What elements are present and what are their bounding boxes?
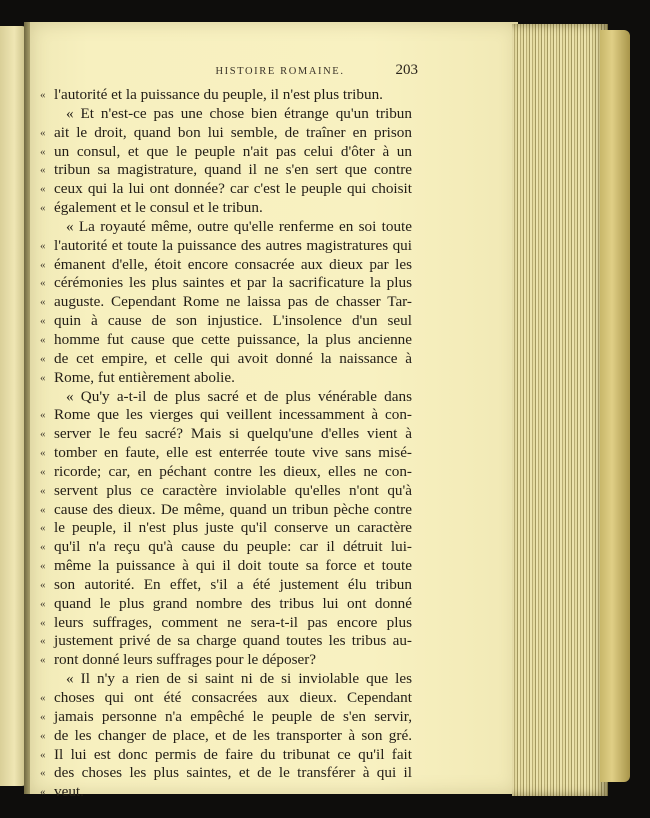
quote-mark: « [40,616,46,629]
text-line [40,143,412,162]
text-line [40,388,412,407]
quote-mark: « [40,202,46,215]
quote-mark: « [40,164,46,177]
quote-mark: « [40,786,46,799]
line-text: choses qui ont été consacrées aux dieux. Cependant [54,689,412,706]
quote-mark: « [40,578,46,591]
quote-mark: « [40,409,46,422]
text-line [40,312,412,331]
text-line [40,482,412,501]
text-line [40,124,412,143]
line-text: tribun sa magistrature, quand il ne s'en sert que contre [54,161,412,179]
text-line [40,689,412,708]
line-text: émanent d'elle, étoit encore consacrée aux dieux par les [54,255,412,273]
line-text: tomber en faute, elle est enterrée toute vive sans misé- [54,444,412,462]
text-line [40,105,412,124]
text-line [40,538,412,557]
line-text: « Il n'y a rien de si saint ni de si inviolable que les [66,670,412,688]
text-line [40,350,412,369]
quote-mark: « [40,428,46,441]
quote-mark: « [40,654,46,667]
text-line [40,199,412,218]
line-text: l'autorité et toute la puissance des autres magistratures qui [54,236,412,254]
page-edges [512,24,608,796]
line-text: cérémonies les plus saintes et par la sacrificature la plus [54,274,412,292]
quote-mark: « [40,503,46,516]
line-text: l'autorité et la puissance du peuple, il n'est plus tribun. [54,86,383,103]
text-line [40,519,412,538]
quote-mark: « [40,465,46,478]
quote-mark: « [40,352,46,365]
text-line [40,161,412,180]
quote-mark: « [40,277,46,290]
line-text: qu'il n'a reçu qu'à cause du peuple: car il détruit lui- [54,538,412,556]
line-text: son autorité. En effet, s'il a été justement élu tribun [54,575,412,593]
quote-mark: « [40,692,46,704]
line-text: même la puissance à qui il doit toute sa force et toute [54,557,412,575]
line-text: ricorde; car, en péchant contre les dieux, elles ne con- [54,462,412,480]
quote-mark: « [40,710,46,723]
line-text: de les changer de place, et de les transporter à son gré. [54,726,412,744]
text-line [40,406,412,425]
line-text: Rome, fut entièrement abolie. [54,368,235,386]
line-text: server le feu sacré? Mais si quelqu'une d'elles vient à [54,425,412,443]
quote-mark: « [40,484,46,497]
quote-mark: « [40,767,46,780]
quote-mark: « [40,89,46,101]
running-head: HISTOIRE ROMAINE. [215,66,345,77]
text-line [40,501,412,520]
line-text: le peuple, il n'est plus juste qu'il conserve un caractère [54,519,412,537]
line-text: quand le plus grand nombre des tribus lui ont donné [54,594,412,612]
left-page-edge [0,26,26,786]
text-line [40,444,412,463]
page-number: 203 [395,62,418,78]
text-line [40,727,412,746]
quote-mark: « [40,597,46,610]
quote-mark: « [40,447,46,460]
quote-mark: « [40,183,46,196]
text-line [40,256,412,275]
quote-mark: « [40,729,46,742]
line-text: « Qu'y a-t-il de plus sacré et de plus vénérable dans [66,387,412,405]
line-text: homme fut cause que cette puissance, la plus ancienne [54,330,412,348]
line-text: quin à cause de son injustice. L'insolence d'un seul [54,312,412,330]
line-text: cause des dieux. De même, quand un tribun pèche contre [54,500,412,518]
line-text: ront donné leurs suffrages pour le déposer? [54,651,317,669]
line-text: de cet empire, et celle qui avoit donné la naissance à [54,349,412,367]
text-line [40,274,412,293]
line-text: des choses les plus saintes, et de le transférer à qui il [54,764,412,782]
quote-mark: « [40,296,46,309]
text-line [40,614,412,633]
text-line [40,331,412,350]
line-text: justement privé de sa charge quand toutes les tribus au- [54,632,412,650]
quote-mark: « [40,635,46,648]
line-text: « La royauté même, outre qu'elle renferme en soi toute [66,217,412,235]
quote-mark: « [40,541,46,554]
line-text: leurs suffrages, comment ne sera-t-il pas encore plus [54,613,412,631]
line-text: jamais personne n'a empêché le peuple de s'en servir, [54,707,412,725]
line-text: ceux qui la lui ont donnée? car c'est le peuple qui choisit [54,180,412,198]
text-line [40,746,412,765]
text-line [40,180,412,199]
text-line [40,576,412,595]
line-text: auguste. Cependant Rome ne laissa pas de chasser Tar- [54,293,412,311]
quote-mark: « [40,522,46,535]
text-line [40,764,412,783]
quote-mark: « [40,126,46,139]
text-line [40,670,412,689]
text-line [40,557,412,576]
quote-mark: « [40,371,46,384]
text-line [40,293,412,312]
text-line [40,651,412,670]
line-text: « Et n'est-ce pas une chose bien étrange qu'un tribun [66,104,412,122]
body-text [40,86,412,802]
line-text: Il lui est donc permis de faire du tribunat ce qu'il fait [54,745,412,763]
quote-mark: « [40,748,46,761]
book-cover-edge [600,30,630,782]
line-text: Rome que les vierges qui veillent incessamment à con- [54,406,412,424]
text-line [40,595,412,614]
text-line [40,632,412,651]
text-line [40,463,412,482]
line-text: servent plus ce caractère inviolable qu'elles n'ont qu'à [54,481,412,499]
line-text: un consul, et que le peuple n'ait pas celui d'ôter à un [54,142,412,160]
quote-mark: « [40,560,46,573]
text-line [40,86,412,105]
text-line [40,708,412,727]
line-text: ait le droit, quand bon lui semble, de traîner en prison [54,123,412,141]
line-text: également et le consul et le tribun. [54,199,263,217]
text-line [40,237,412,256]
quote-mark: « [40,239,46,252]
quote-mark: « [40,333,46,346]
line-text: veut. [54,783,84,801]
text-line [40,369,412,388]
quote-mark: « [40,315,46,328]
quote-mark: « [40,258,46,271]
text-line [40,425,412,444]
quote-mark: « [40,145,46,158]
text-line [40,783,412,802]
text-line [40,218,412,237]
